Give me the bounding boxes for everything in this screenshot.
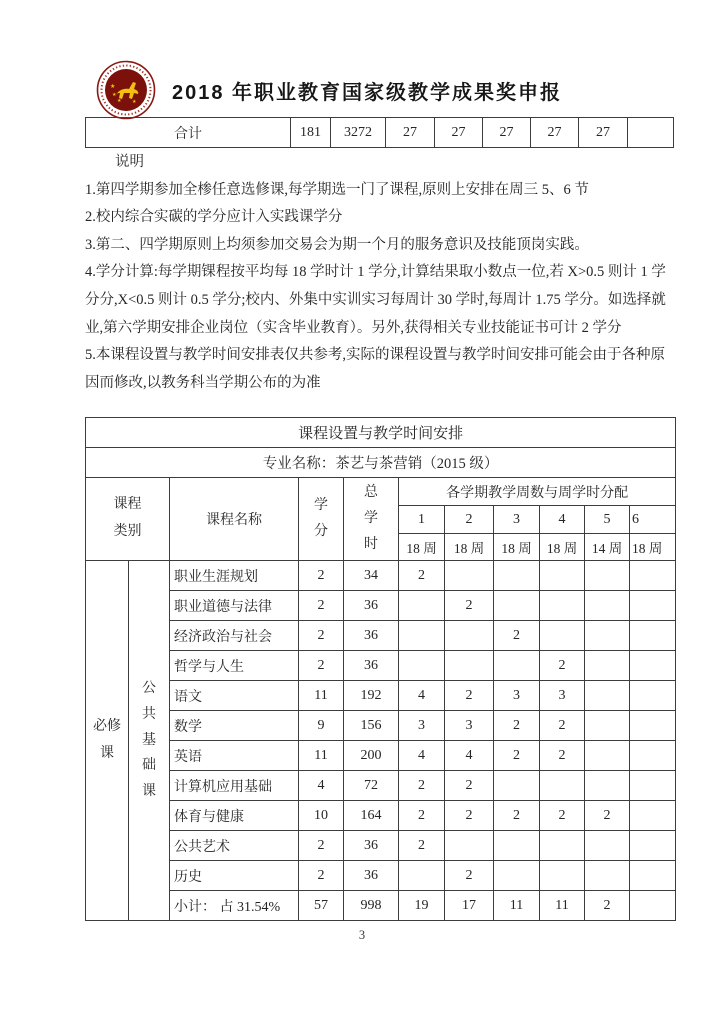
hours-cell: 34 (344, 561, 399, 591)
sem-cell: 2 (540, 651, 585, 681)
sem-cell: 2 (445, 861, 494, 891)
sem-cell (585, 681, 630, 711)
weeks-cell: 18 周 (494, 534, 540, 561)
course-name-cell: 计算机应用基础 (170, 771, 299, 801)
category-public-basic-cell (129, 561, 170, 921)
sem-cell (540, 591, 585, 621)
hours-cell: 36 (344, 861, 399, 891)
sem-cell: 2 (494, 711, 540, 741)
course-row (86, 711, 676, 741)
note-item-4: 4.学分计算:每学期锞程按平均每 18 学时计 1 学分,计算结果取小数点一位,若 X>0.5 则计 1 学分分,X<0.5 则计 0.5 学分;校内、外集中实训实习每周计 30 学时,每周计 1.75 学分。如选择就业,第六学期安排企业岗位（实含毕业教育）。另外,获得相关专业技能证书可计 2 学分 (85, 264, 666, 336)
sem-cell (630, 861, 676, 891)
header-row-1 (86, 478, 676, 506)
sem-cell: 4 (445, 741, 494, 771)
sem-cell (540, 861, 585, 891)
sem-cell (494, 861, 540, 891)
credits-header (299, 478, 344, 561)
hours-cell: 164 (344, 801, 399, 831)
notes-section (85, 149, 679, 397)
sem-cell: 2 (445, 681, 494, 711)
sem-cell (630, 621, 676, 651)
sem-cell (630, 771, 676, 801)
sem-cell: 2 (585, 891, 630, 921)
total-hours-label: 总学时 (363, 485, 378, 552)
sem-cell (445, 621, 494, 651)
total-sem-cell: 27 (386, 118, 435, 148)
curriculum-table (85, 417, 676, 921)
course-category-label: 课程类别 (113, 497, 142, 539)
sem-cell (585, 561, 630, 591)
category-required-cell (86, 561, 129, 921)
curriculum-table-title: 课程设置与教学时间安排 (86, 418, 676, 448)
semester-number-cell: 5 (585, 506, 630, 534)
credits-cell: 2 (299, 651, 344, 681)
total-credits-cell: 181 (291, 118, 331, 148)
sem-cell: 17 (445, 891, 494, 921)
sem-cell: 2 (494, 741, 540, 771)
hours-cell: 200 (344, 741, 399, 771)
svg-text:★: ★ (112, 93, 117, 98)
credits-cell: 2 (299, 861, 344, 891)
sem-cell (630, 891, 676, 921)
sem-cell (494, 831, 540, 861)
course-name-cell: 职业道德与法律 (170, 591, 299, 621)
hours-cell: 36 (344, 651, 399, 681)
hours-cell: 998 (344, 891, 399, 921)
sem-cell: 2 (445, 771, 494, 801)
sem-cell: 2 (399, 771, 445, 801)
course-row (86, 561, 676, 591)
sem-cell: 2 (399, 561, 445, 591)
sem-cell: 3 (540, 681, 585, 711)
semester-number-cell: 6 (630, 506, 676, 534)
sem-cell (630, 591, 676, 621)
course-row (86, 681, 676, 711)
credits-cell: 9 (299, 711, 344, 741)
sem-cell (445, 831, 494, 861)
sem-cell (399, 621, 445, 651)
sem-cell (585, 621, 630, 651)
sem-cell (494, 651, 540, 681)
credits-label: 学分 (313, 498, 328, 539)
total-sem-cell: 27 (531, 118, 579, 148)
credits-cell: 2 (299, 621, 344, 651)
credits-cell: 4 (299, 771, 344, 801)
school-seal-icon (96, 60, 156, 120)
credits-cell: 57 (299, 891, 344, 921)
sem-cell: 2 (540, 801, 585, 831)
semester-number-cell: 1 (399, 506, 445, 534)
svg-text:★: ★ (132, 100, 137, 105)
sem-cell: 3 (399, 711, 445, 741)
subtotal-row (86, 891, 676, 921)
sem-cell (540, 831, 585, 861)
sem-cell: 4 (399, 681, 445, 711)
credits-cell: 2 (299, 831, 344, 861)
total-label-cell: 合计 (86, 118, 291, 148)
total-table (85, 117, 674, 148)
credits-cell: 11 (299, 681, 344, 711)
course-row (86, 801, 676, 831)
sem-cell (540, 561, 585, 591)
sem-cell (585, 651, 630, 681)
course-name-cell: 数学 (170, 711, 299, 741)
category-public-basic-label: 公共基础课 (141, 680, 156, 800)
hours-cell: 36 (344, 831, 399, 861)
sem-cell: 3 (445, 711, 494, 741)
semester-number-cell: 4 (540, 506, 585, 534)
total-sem-cell: 27 (579, 118, 628, 148)
course-name-cell: 历史 (170, 861, 299, 891)
course-row (86, 591, 676, 621)
course-row (86, 741, 676, 771)
semester-distribution-header: 各学期教学周数与周学时分配 (399, 478, 676, 506)
sem-cell (585, 741, 630, 771)
hours-cell: 192 (344, 681, 399, 711)
notes-heading: 说明 (115, 154, 144, 170)
total-hours-header (344, 478, 399, 561)
course-row (86, 831, 676, 861)
note-item-5: 5.本课程设置与教学时间安排表仅共参考,实际的课程设置与教学时间安排可能会由于各种原因而修改,以教务科当学期公布的为准 (85, 347, 665, 391)
major-name: 专业名称：茶艺与茶营销（2015 级） (86, 448, 676, 478)
sem-cell (630, 801, 676, 831)
sem-cell (494, 561, 540, 591)
course-name-cell: 英语 (170, 741, 299, 771)
weeks-cell: 18 周 (445, 534, 494, 561)
sem-cell: 2 (445, 591, 494, 621)
sem-cell (399, 651, 445, 681)
sem-cell: 2 (494, 801, 540, 831)
semester-number-cell: 3 (494, 506, 540, 534)
sem-cell (630, 741, 676, 771)
sem-cell (585, 711, 630, 741)
sem-cell: 2 (494, 621, 540, 651)
sem-cell (445, 651, 494, 681)
sem-cell (630, 651, 676, 681)
sem-cell (494, 591, 540, 621)
hours-cell: 156 (344, 711, 399, 741)
sem-cell (445, 561, 494, 591)
curriculum-title-row (86, 418, 676, 448)
course-name-header: 课程名称 (170, 478, 299, 561)
course-name-cell: 职业生涯规划 (170, 561, 299, 591)
sem-cell: 2 (540, 741, 585, 771)
sem-cell (585, 771, 630, 801)
course-name-cell: 经济政治与社会 (170, 621, 299, 651)
svg-text:★: ★ (110, 84, 116, 90)
sem-cell (630, 711, 676, 741)
sem-cell (399, 861, 445, 891)
sem-cell: 4 (399, 741, 445, 771)
school-seal-logo (96, 60, 156, 120)
credits-cell: 10 (299, 801, 344, 831)
sem-cell: 2 (399, 831, 445, 861)
major-name-row (86, 448, 676, 478)
credits-cell: 11 (299, 741, 344, 771)
subtotal-label-cell: 小计： 占 31.54% (170, 891, 299, 921)
category-required-label: 必修课 (92, 718, 121, 761)
sem-cell (585, 861, 630, 891)
credits-cell: 2 (299, 561, 344, 591)
sem-cell (585, 591, 630, 621)
sem-cell (494, 771, 540, 801)
sem-cell: 19 (399, 891, 445, 921)
svg-text:★: ★ (117, 99, 122, 104)
weeks-cell: 18 周 (630, 534, 676, 561)
course-row (86, 771, 676, 801)
page-title: 2018 年职业教育国家级教学成果奖申报 (172, 82, 563, 104)
sem-cell (540, 771, 585, 801)
hours-cell: 72 (344, 771, 399, 801)
sem-cell (585, 831, 630, 861)
sem-cell: 11 (540, 891, 585, 921)
total-sem-cell (628, 118, 674, 148)
sem-cell (399, 591, 445, 621)
sem-cell: 11 (494, 891, 540, 921)
total-sem-cell: 27 (483, 118, 531, 148)
course-row (86, 621, 676, 651)
note-item-2: 2.校内综合实碳的学分应计入实践课学分 (85, 209, 343, 226)
sem-cell: 2 (445, 801, 494, 831)
sem-cell: 2 (585, 801, 630, 831)
note-item-1: 1.第四学期参加全椮任意选修课,每学期选一门了课程,原则上安排在周三 5、6 节 (85, 181, 589, 198)
hours-cell: 36 (344, 621, 399, 651)
sem-cell (540, 621, 585, 651)
sem-cell (630, 831, 676, 861)
semester-number-cell: 2 (445, 506, 494, 534)
total-row (86, 118, 674, 148)
page-number: 3 (358, 928, 366, 942)
total-sem-cell: 27 (435, 118, 483, 148)
course-name-cell: 哲学与人生 (170, 651, 299, 681)
hours-cell: 36 (344, 591, 399, 621)
sem-cell (630, 681, 676, 711)
total-hours-cell: 3272 (331, 118, 386, 148)
credits-cell: 2 (299, 591, 344, 621)
sem-cell (630, 561, 676, 591)
course-category-header (86, 478, 170, 561)
sem-cell: 2 (399, 801, 445, 831)
note-item-3: 3.第二、四学期原则上均须参加交易会为期一个月的服务意识及技能顶岗实践。 (85, 236, 589, 253)
sem-cell: 3 (494, 681, 540, 711)
weeks-cell: 18 周 (399, 534, 445, 561)
weeks-cell: 14 周 (585, 534, 630, 561)
sem-cell: 2 (540, 711, 585, 741)
course-name-cell: 公共艺术 (170, 831, 299, 861)
course-name-cell: 体育与健康 (170, 801, 299, 831)
course-row (86, 651, 676, 681)
course-name-cell: 语文 (170, 681, 299, 711)
course-row (86, 861, 676, 891)
weeks-cell: 18 周 (540, 534, 585, 561)
